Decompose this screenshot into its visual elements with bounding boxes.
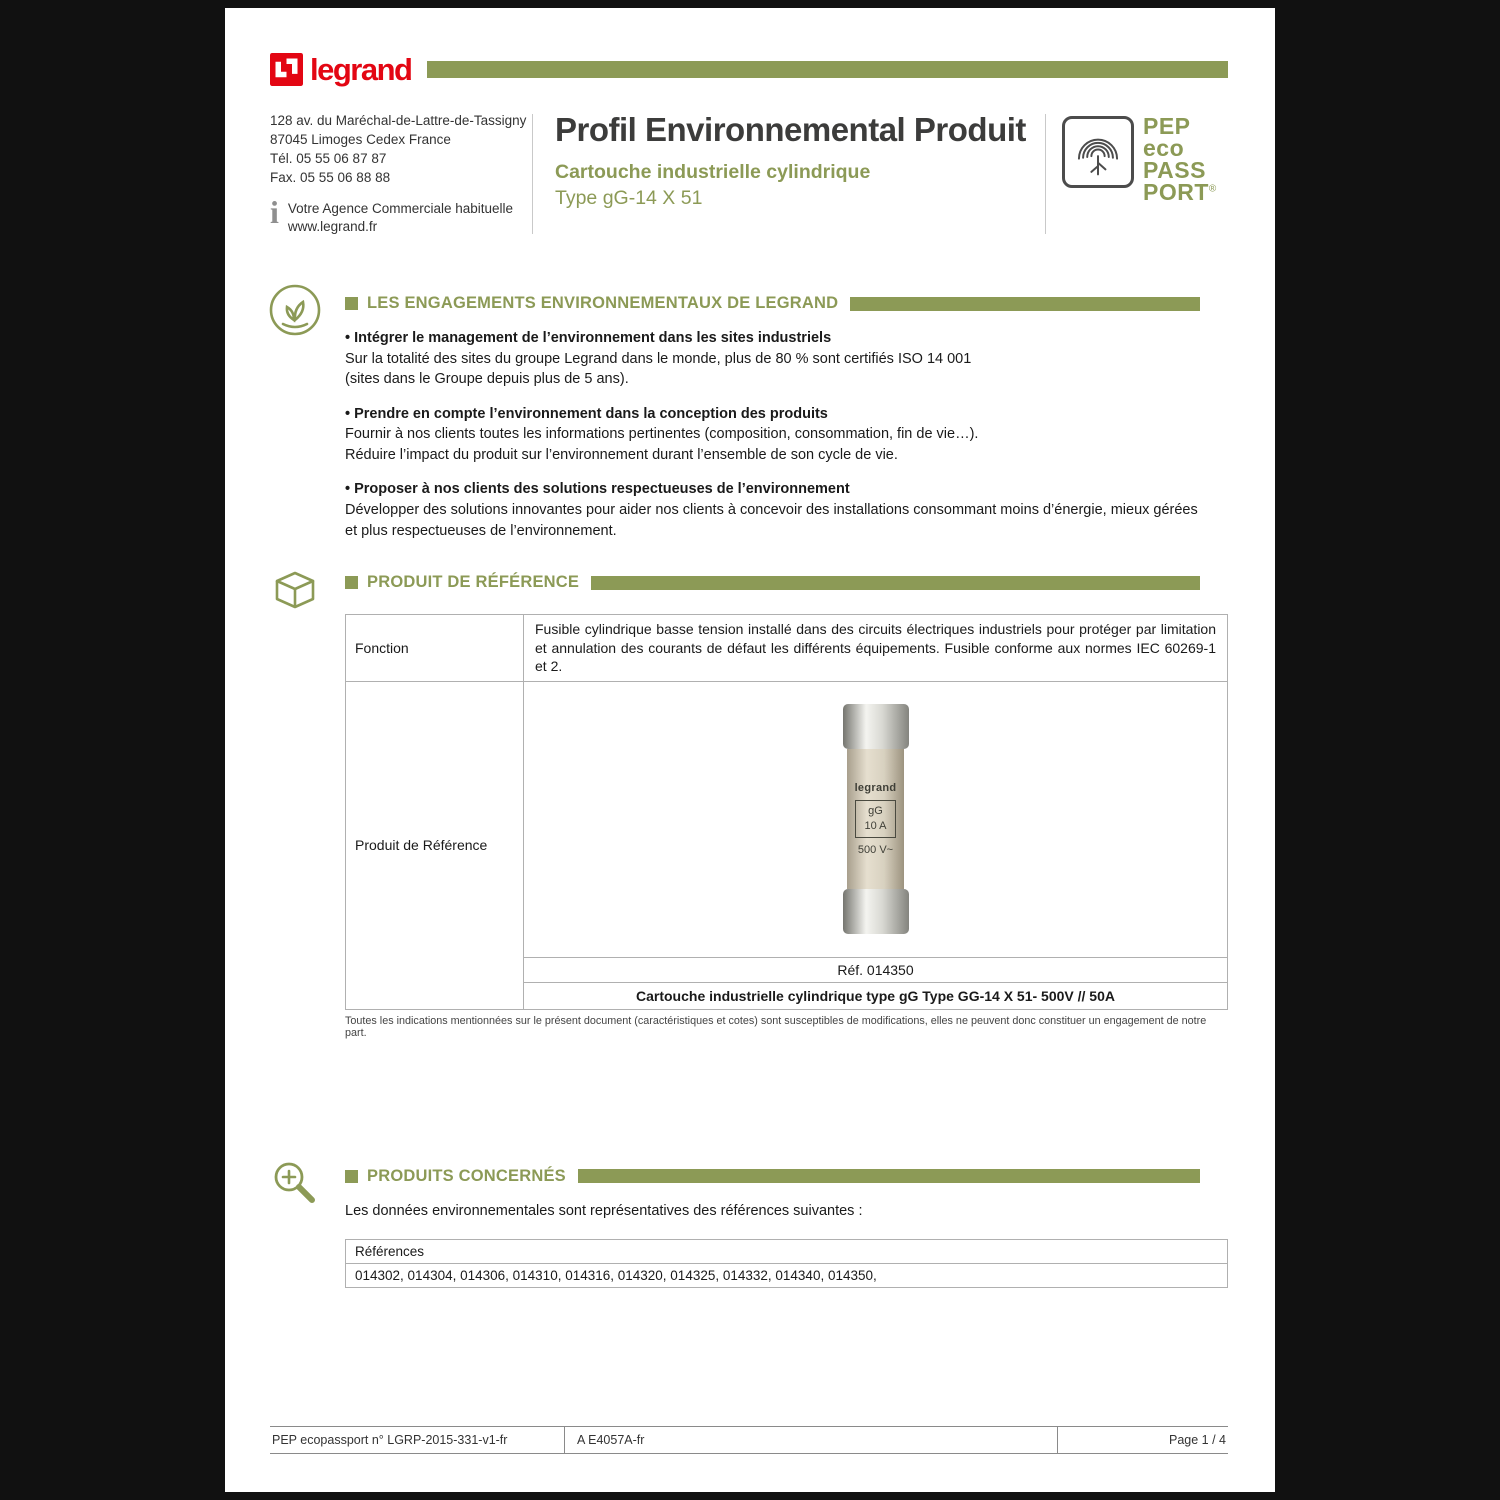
table-row <box>346 1263 1228 1287</box>
section-heading-row <box>345 294 1228 313</box>
heading-square-bullet <box>345 576 358 589</box>
fuse-voltage: 500 V~ <box>857 843 894 856</box>
page-subtitle-type: Type gG-14 X 51 <box>555 187 703 210</box>
reference-table <box>345 614 1228 1009</box>
engagement-bullet: • Intégrer le management de l’environnement dans les sites industriels <box>345 330 832 346</box>
engagement-line: Réduire l’impact du produit sur l’environnement durant l’ensemble de son cycle de vie. <box>345 446 898 463</box>
section-title: PRODUIT DE RÉFÉRENCE <box>367 573 580 592</box>
page-title: Profil Environnemental Produit <box>555 111 1026 148</box>
fuse-top-cap <box>843 704 909 749</box>
document-page <box>225 8 1275 1492</box>
engagements-body <box>345 328 1228 541</box>
title-block <box>533 112 1045 236</box>
references-header: Références <box>346 1239 1228 1263</box>
pep-text-line: PASS <box>1143 156 1206 183</box>
registered-mark: ® <box>1208 182 1217 194</box>
legrand-logo-icon <box>270 53 303 86</box>
address-line: 128 av. du Maréchal-de-Lattre-de-Tassigny <box>270 113 527 128</box>
section-produits-concernes <box>345 1167 1228 1288</box>
footer-document-id: PEP ecopassport n° LGRP-2015-331-v1-fr <box>270 1427 565 1453</box>
fuse-type: gG <box>868 805 883 818</box>
fuse-ceramic-body <box>847 749 904 889</box>
info-icon: i <box>270 193 279 230</box>
product-caption: Cartouche industrielle cylindrique type gG Type GG-14 X 51- 500V // 50A <box>524 982 1228 1009</box>
heading-square-bullet <box>345 1170 358 1183</box>
address-line: Tél. 05 55 06 87 87 <box>270 150 387 166</box>
heading-accent-bar <box>850 297 1200 311</box>
engagement-line: Fournir à nos clients toutes les informations pertinentes (composition, consommation, fin de vie…). <box>345 426 979 443</box>
table-row <box>346 615 1228 681</box>
fuse-bottom-cap <box>843 889 909 934</box>
section-heading-row <box>345 1167 1228 1186</box>
pep-text-line: eco <box>1143 134 1185 161</box>
product-reference-label: Produit de Référence <box>346 681 524 1009</box>
product-image-cell <box>524 681 1228 957</box>
product-ref-number: Réf. 014350 <box>524 957 1228 982</box>
engagement-paragraph <box>345 479 1228 541</box>
fuse-current: 10 A <box>864 820 887 833</box>
page-subtitle: Cartouche industrielle cylindrique <box>555 161 871 184</box>
company-address <box>270 112 532 236</box>
table-header-row <box>346 1239 1228 1263</box>
legrand-logo <box>270 53 411 86</box>
engagement-line: et plus respectueuses de l’environnement. <box>345 522 617 539</box>
pep-text-line: PEP <box>1143 113 1191 139</box>
fuse-brand-text: legrand <box>854 782 897 795</box>
pep-fingerprint-box <box>1062 116 1134 188</box>
section-heading-row <box>345 573 1228 592</box>
package-icon <box>267 561 323 622</box>
fuse-product-photo <box>843 704 909 934</box>
fingerprint-tree-icon <box>1069 123 1127 181</box>
page-footer <box>270 1426 1228 1454</box>
footer-page-number: Page 1 / 4 <box>1169 1433 1226 1447</box>
fuse-rating-box <box>855 800 895 838</box>
environment-icon <box>267 282 323 343</box>
heading-accent-bar <box>591 576 1200 590</box>
pep-logo-text <box>1143 113 1217 205</box>
concernes-intro: Les données environnementales sont représentatives des références suivantes : <box>345 1202 863 1219</box>
pep-ecopassport-logo <box>1046 112 1228 236</box>
references-table <box>345 1239 1228 1288</box>
agency-label: Votre Agence Commerciale habituelle <box>287 200 514 216</box>
engagement-bullet: • Prendre en compte l’environnement dans la conception des produits <box>345 405 828 422</box>
header-accent-bar <box>427 61 1228 78</box>
section-title: LES ENGAGEMENTS ENVIRONNEMENTAUX DE LEGRAND <box>367 294 839 312</box>
section-engagements <box>345 294 1228 541</box>
engagement-paragraph <box>345 328 1228 390</box>
header-logo-row <box>225 8 1275 86</box>
engagement-line: Sur la totalité des sites du groupe Legrand dans le monde, plus de 80 % sont certifiés ISO 14 001 <box>345 350 972 367</box>
section-title: PRODUITS CONCERNÉS <box>367 1166 566 1185</box>
website-link[interactable]: www.legrand.fr <box>287 218 378 234</box>
footer-reference-code: A E4057A-fr <box>565 1427 1058 1453</box>
magnifier-plus-icon <box>267 1155 323 1216</box>
references-list: 014302, 014304, 014306, 014310, 014316, 014320, 014325, 014332, 014340, 014350, <box>346 1263 1228 1287</box>
heading-accent-bar <box>578 1169 1200 1183</box>
table-row <box>346 681 1228 957</box>
section-produit-reference <box>345 573 1228 1038</box>
fonction-label: Fonction <box>346 615 524 681</box>
disclaimer-text: Toutes les indications mentionnées sur le présent document (caractéristiques et cotes) sont susceptibles de modifications, elles ne peuvent donc constituer un engagement de notre part. <box>345 1014 1207 1039</box>
engagement-line: Développer des solutions innovantes pour aider nos clients à concevoir des installations consommant moins d’énergie, mieux gérées <box>345 502 1198 519</box>
address-line: Fax. 05 55 06 88 88 <box>270 169 391 185</box>
legrand-logo-text: legrand <box>310 52 412 87</box>
engagement-line: (sites dans le Groupe depuis plus de 5 ans). <box>345 371 629 388</box>
engagement-bullet: • Proposer à nos clients des solutions respectueuses de l’environnement <box>345 481 850 498</box>
agency-info <box>270 193 532 236</box>
fonction-description: Fusible cylindrique basse tension installé dans des circuits électriques industriels pour protéger par limitation et annulation des courants de défaut les différents équipements. Fusible conforme aux normes IEC 60269-1 et 2. <box>524 615 1228 681</box>
pep-text-line: PORT® <box>1143 178 1217 205</box>
heading-square-bullet <box>345 297 358 310</box>
header <box>270 112 1228 236</box>
address-line: 87045 Limoges Cedex France <box>270 131 451 147</box>
engagement-paragraph <box>345 404 1228 466</box>
